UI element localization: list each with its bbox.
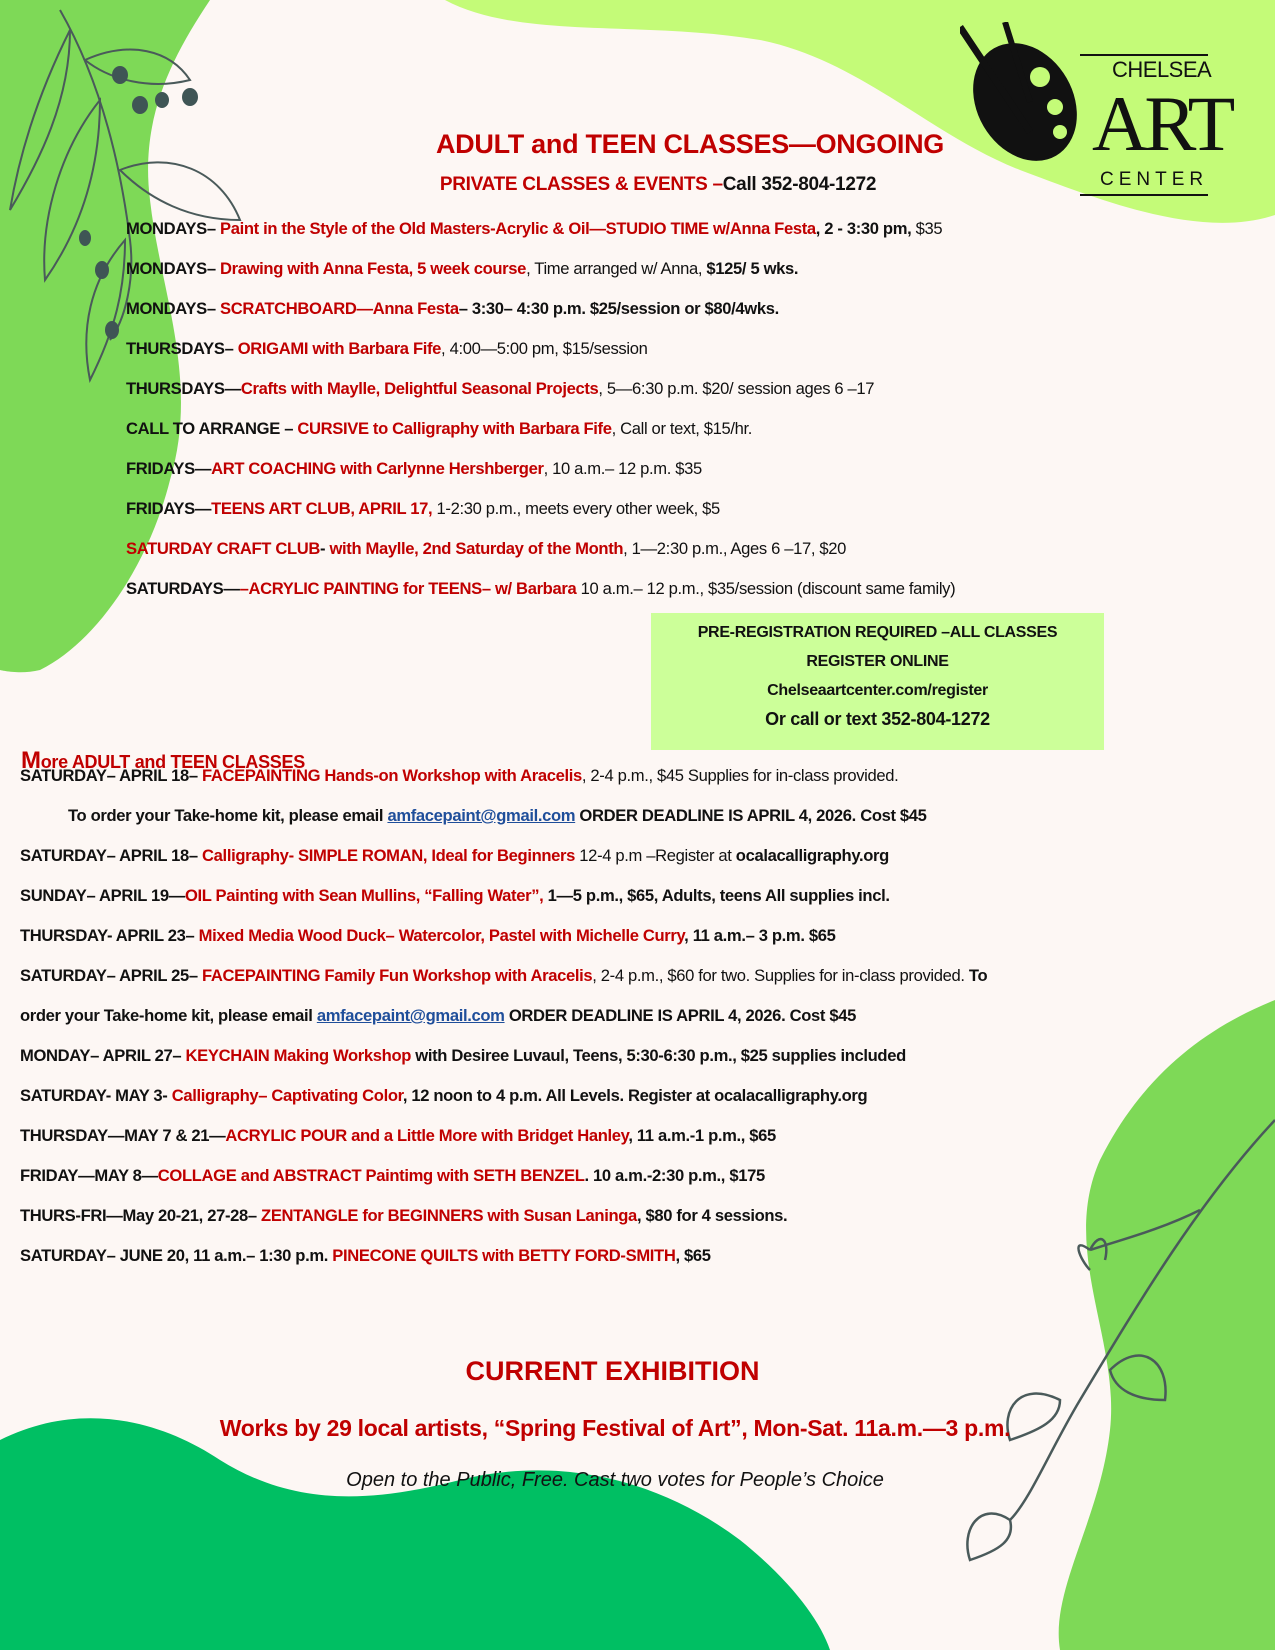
class-detail: , 2-4 p.m., $45 Supplies for in-class provided.: [581, 766, 899, 785]
class-title: SATURDAY CRAFT CLUB: [126, 539, 321, 558]
class-detail: SATURDAY– APRIL 25–: [20, 966, 203, 985]
class-detail: , Call or text, $15/hr.: [611, 419, 753, 438]
class-title: COLLAGE and ABSTRACT Paintimg with SETH BENZEL: [157, 1166, 585, 1185]
class-detail: ocalacalligraphy.org: [735, 846, 889, 865]
class-line: [126, 218, 942, 240]
class-detail: $125/ 5 wks.: [706, 259, 799, 278]
event-line: [20, 1125, 776, 1147]
event-line: [20, 1045, 906, 1067]
class-detail: MONDAYS–: [126, 219, 220, 238]
class-detail: , 5—6:30 p.m. $20/ session ages 6 –17: [598, 379, 875, 398]
class-line: [126, 418, 752, 440]
class-detail: 1—5 p.m., $65, Adults, teens All supplies incl.: [543, 886, 890, 905]
class-detail: THURSDAY- APRIL 23–: [20, 926, 199, 945]
class-detail: -: [320, 539, 330, 558]
class-detail: MONDAYS–: [126, 259, 220, 278]
class-detail: , 1—2:30 p.m., Ages 6 –17, $20: [623, 539, 847, 558]
class-title: Paint in the Style of the Old Masters-Acrylic & Oil—STUDIO TIME w/Anna Festa: [219, 219, 816, 238]
class-detail: , 12 noon to 4 p.m. All Levels. Register at ocalacalligraphy.org: [402, 1086, 868, 1105]
class-detail: , $65: [675, 1246, 711, 1265]
logo-rule-top: [1080, 54, 1208, 56]
bottom-left-green-blob: [0, 1418, 830, 1650]
class-detail: To: [964, 966, 988, 985]
class-line: [126, 498, 720, 520]
reg-required: PRE-REGISTRATION REQUIRED –ALL CLASSES: [697, 624, 1058, 641]
logo-center: CENTER: [1100, 169, 1209, 190]
logo-chelsea: CHELSEA: [1112, 57, 1212, 82]
class-detail: , 11 a.m.-1 p.m., $65: [628, 1126, 776, 1145]
class-title: Crafts with Maylle, Delightful Seasonal Projects: [240, 379, 599, 398]
exhibition-title: CURRENT EXHIBITION: [465, 1356, 760, 1386]
exhibition-works: Works by 29 local artists, “Spring Festival of Art”, Mon-Sat. 11a.m.—3 p.m.: [219, 1415, 1011, 1441]
event-line: [20, 925, 835, 947]
class-detail: . 10 a.m.-2:30 p.m., $175: [584, 1166, 765, 1185]
class-detail: 1-2:30 p.m., meets every other week, $5: [432, 499, 720, 518]
exhibition-note: Open to the Public, Free. Cast two votes for People’s Choice: [346, 1469, 884, 1491]
class-line: [126, 298, 779, 320]
class-detail: 12-4 p.m –Register at: [575, 846, 736, 865]
class-detail: FRIDAYS—: [126, 459, 212, 478]
class-title: Calligraphy– Captivating Color: [171, 1086, 403, 1105]
class-title: SCRATCHBOARD—Anna Festa: [219, 299, 459, 318]
call-phone: Call 352-804-1272: [722, 174, 877, 195]
class-title: ZENTANGLE for BEGINNERS with Susan Laninga: [261, 1206, 637, 1225]
class-detail: THURSDAY—MAY 7 & 21—: [20, 1126, 226, 1145]
event-line: [20, 885, 890, 907]
class-detail: with Desiree Luvaul, Teens, 5:30-6:30 p.m., $25 supplies included: [411, 1046, 906, 1065]
class-detail: MONDAYS–: [126, 299, 220, 318]
class-detail: To order your Take-home kit, please email: [68, 806, 388, 825]
class-detail: FRIDAYS—: [126, 499, 212, 518]
heading-rest: ore ADULT and TEEN CLASSES: [40, 752, 305, 772]
subtitle: [0, 173, 1275, 197]
class-line: [126, 578, 955, 600]
class-detail: ORDER DEADLINE IS APRIL 4, 2026. Cost $45: [575, 806, 927, 825]
class-detail: , $80 for 4 sessions.: [636, 1206, 788, 1225]
event-line: [68, 805, 927, 827]
class-title: Drawing with Anna Festa, 5 week course: [219, 259, 527, 278]
class-title: FACEPAINTING Hands-on Workshop with Aracelis: [202, 766, 582, 785]
class-title: OIL Painting with Sean Mullins, “Falling Water”,: [184, 886, 544, 905]
reg-url[interactable]: Chelseaartcenter.com/register: [767, 682, 988, 699]
class-detail: MONDAY– APRIL 27–: [20, 1046, 186, 1065]
event-line: [20, 1085, 867, 1107]
class-title: Calligraphy- SIMPLE ROMAN, Ideal for Beginners: [202, 846, 576, 865]
class-detail: , 10 a.m.– 12 p.m. $35: [543, 459, 702, 478]
class-detail: , 4:00—5:00 pm, $15/session: [441, 339, 648, 358]
class-detail: $35: [911, 219, 943, 238]
class-detail: THURSDAYS–: [126, 339, 238, 358]
private-classes-label: PRIVATE CLASSES & EVENTS –: [439, 174, 723, 195]
registration-box: [651, 613, 1104, 750]
class-detail: , 2 - 3:30 pm,: [815, 219, 912, 238]
page-title: ADULT and TEEN CLASSES—ONGOING: [435, 129, 945, 159]
class-title: FACEPAINTING Family Fun Workshop with Aracelis: [202, 966, 593, 985]
class-detail: , 2-4 p.m., $60 for two. Supplies for in-class provided.: [592, 966, 965, 985]
class-detail: 10 a.m.– 12 p.m., $35/session (discount same family): [576, 579, 956, 598]
class-line: [126, 338, 647, 360]
class-title: with Maylle, 2nd Saturday of the Month: [329, 539, 624, 558]
class-title: ACRYLIC POUR and a Little More with Bridget Hanley: [225, 1126, 629, 1145]
event-line: [20, 965, 987, 987]
email-link[interactable]: amfacepaint@gmail.com: [387, 806, 576, 825]
event-line: [20, 1165, 765, 1187]
class-detail: THURS-FRI—May 20-21, 27-28–: [20, 1206, 262, 1225]
class-title: PINECONE QUILTS with BETTY FORD-SMITH: [332, 1246, 676, 1265]
class-detail: , 11 a.m.– 3 p.m. $65: [684, 926, 836, 945]
class-line: [126, 258, 798, 280]
class-detail: SATURDAY– APRIL 18–: [20, 846, 203, 865]
class-title: –ACRYLIC PAINTING for TEENS– w/ Barbara: [239, 579, 577, 598]
logo-art: ART: [1092, 80, 1232, 167]
class-detail: , Time arranged w/ Anna,: [526, 259, 707, 278]
event-line: [20, 765, 898, 787]
event-line: [20, 1005, 856, 1027]
class-title: Mixed Media Wood Duck– Watercolor, Pastel with Michelle Curry: [198, 926, 685, 945]
bottom-right-green-blob: [1059, 1000, 1275, 1650]
event-line: [20, 1245, 711, 1267]
class-detail: SATURDAY– JUNE 20, 11 a.m.– 1:30 p.m.: [20, 1246, 333, 1265]
left-green-blob: [0, 0, 210, 672]
class-title: ORIGAMI with Barbara Fife: [237, 339, 442, 358]
class-detail: CALL TO ARRANGE –: [126, 419, 298, 438]
class-detail: SATURDAY- MAY 3-: [20, 1086, 172, 1105]
class-detail: SATURDAYS—: [126, 579, 240, 598]
email-link[interactable]: amfacepaint@gmail.com: [316, 1006, 505, 1025]
class-detail: SUNDAY– APRIL 19—: [20, 886, 185, 905]
class-title: CURSIVE to Calligraphy with Barbara Fife: [297, 419, 612, 438]
class-detail: SATURDAY– APRIL 18–: [20, 766, 203, 785]
class-line: [126, 378, 874, 400]
class-title: ART COACHING with Carlynne Hershberger: [211, 459, 544, 478]
class-line: [126, 458, 702, 480]
heading-initial: M: [21, 747, 41, 774]
class-detail: FRIDAY—MAY 8—: [20, 1166, 158, 1185]
class-detail: THURSDAYS—: [126, 379, 241, 398]
class-detail: – 3:30– 4:30 p.m. $25/session or $80/4wks.: [458, 299, 779, 318]
class-detail: order your Take-home kit, please email: [20, 1006, 317, 1025]
class-title: KEYCHAIN Making Workshop: [185, 1046, 412, 1065]
class-title: TEENS ART CLUB, APRIL 17,: [211, 499, 433, 518]
class-detail: ORDER DEADLINE IS APRIL 4, 2026. Cost $45: [504, 1006, 856, 1025]
reg-phone: Or call or text 352-804-1272: [765, 709, 990, 729]
reg-online: REGISTER ONLINE: [806, 653, 949, 670]
event-line: [20, 1205, 787, 1227]
event-line: [20, 845, 889, 867]
class-line: [126, 538, 846, 560]
